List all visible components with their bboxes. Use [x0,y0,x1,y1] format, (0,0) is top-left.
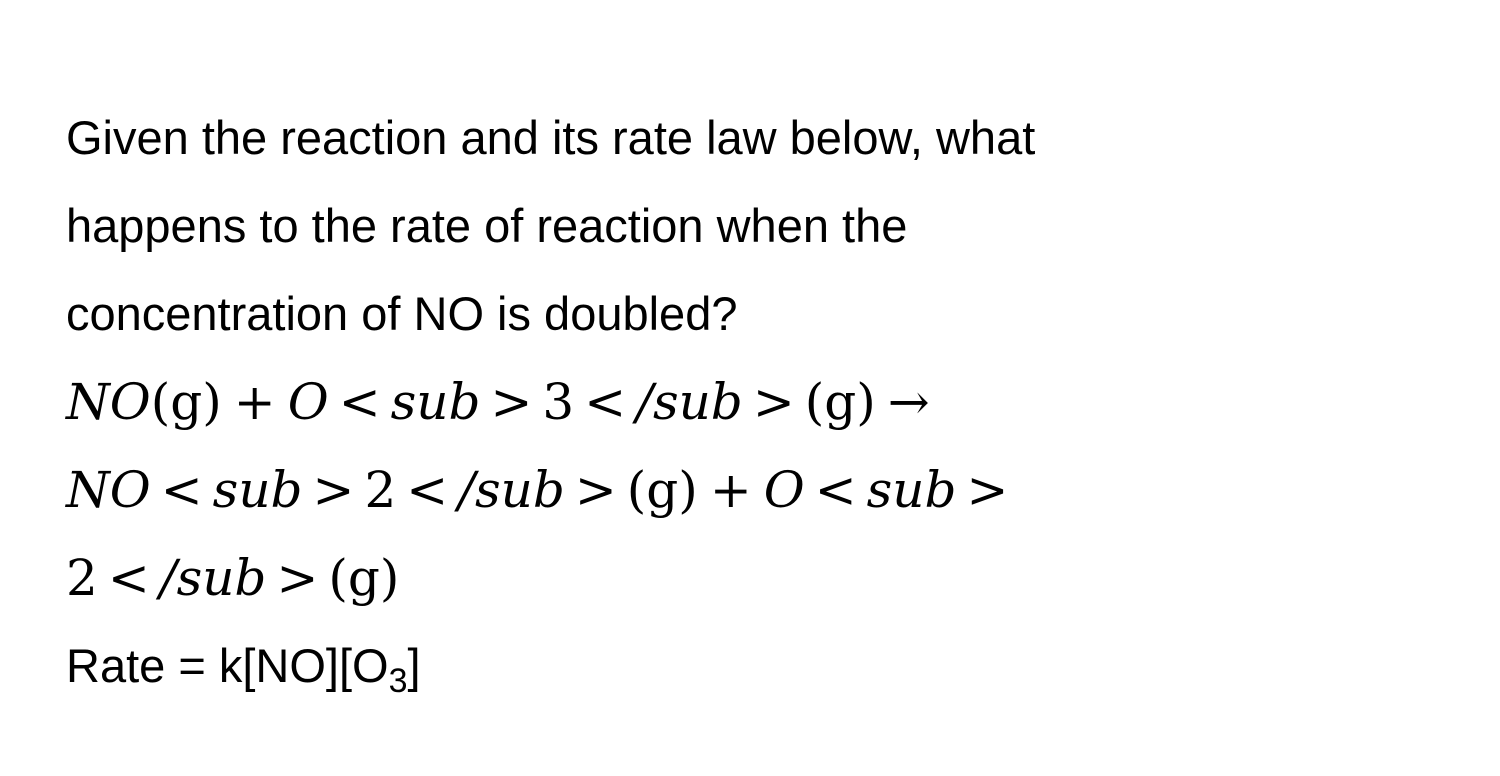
equation-operator: > [276,549,319,607]
equation-term: O [287,373,329,431]
equation-term: sub [866,461,957,519]
rate-law [66,622,1466,710]
equation-operator: + [709,461,752,519]
equation-term: (g) [150,373,222,431]
equation-line-3 [66,534,1466,622]
question-line-3: concentration of NO is doubled? [66,287,738,340]
question-line-1: Given the reaction and its rate law below, what [66,111,1036,164]
equation-operator: > [574,461,617,519]
equation-term: /sub [636,373,743,431]
equation-term: sub [212,461,303,519]
equation-term: sub [390,373,481,431]
equation-operator: < [338,373,381,431]
equation-term: 2 [364,461,397,519]
equation-term: 3 [542,373,575,431]
equation-operator: > [752,373,795,431]
equation-term: (g) [328,549,400,607]
equation-operator: + [233,373,276,431]
equation-term: (g) [626,461,698,519]
equation-operator: < [107,549,150,607]
rate-law-subscript: 3 [388,662,408,700]
equation-line-1 [66,358,1466,446]
reaction-arrow: → [887,373,930,431]
question-line-2: happens to the rate of reaction when the [66,199,908,252]
equation-term: /sub [159,549,267,607]
equation-operator: < [814,461,857,519]
rate-law-prefix: Rate = k[NO][O [66,639,389,692]
equation-term: /sub [458,461,565,519]
question-content [66,94,1466,710]
equation-operator: < [406,461,449,519]
equation-term: 2 [66,549,98,607]
equation-line-2 [66,446,1466,534]
rate-law-suffix: ] [407,639,421,692]
equation-operator: < [584,373,627,431]
equation-operator: > [966,461,1009,519]
equation-term: (g) [804,373,876,431]
equation-term: NO [66,461,151,519]
equation-operator: > [490,373,533,431]
equation-operator: > [312,461,355,519]
equation-operator: < [160,461,203,519]
equation-term: O [763,461,805,519]
equation-term: NO [66,373,151,431]
